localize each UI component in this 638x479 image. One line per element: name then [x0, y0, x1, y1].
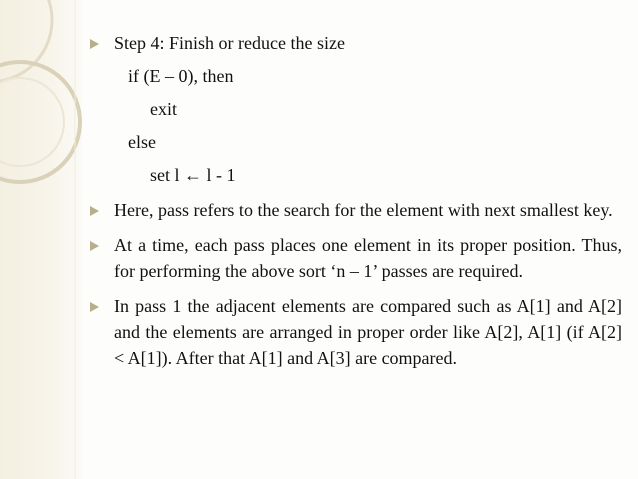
- deco-circle-mid: [0, 62, 80, 182]
- bullet-marker: [90, 39, 99, 49]
- code-if: if (E – 0), then: [128, 66, 234, 86]
- code-exit: exit: [150, 99, 177, 119]
- bullet-marker: [90, 241, 99, 251]
- bullet-passes-required: [82, 232, 622, 284]
- code-set: set l ← l - 1: [150, 165, 236, 185]
- deco-circle-inner: [0, 78, 64, 166]
- bullet-text: At a time, each pass places one element in its proper position. Thus, for performing the above sort ‘n – 1’ passes are required.: [114, 235, 622, 281]
- bullet-pass-definition: [82, 197, 622, 223]
- bullet-text: In pass 1 the adjacent elements are compared such as A[1] and A[2] and the elements are arranged in proper order like A[2], A[1] (if A[2] < A[1]). After that A[1] and A[3] are compared.: [114, 296, 622, 368]
- slide-content: [82, 30, 622, 371]
- code-else: else: [128, 132, 156, 152]
- bullet-marker: [90, 206, 99, 216]
- bullet-marker: [90, 302, 99, 312]
- step4-heading: Step 4: Finish or reduce the size: [114, 33, 345, 53]
- deco-circle-top: [0, 0, 52, 82]
- bullet-pass-one: [82, 293, 622, 371]
- step4-bullet: [82, 30, 622, 188]
- bullet-text: Here, pass refers to the search for the element with next smallest key.: [114, 200, 613, 220]
